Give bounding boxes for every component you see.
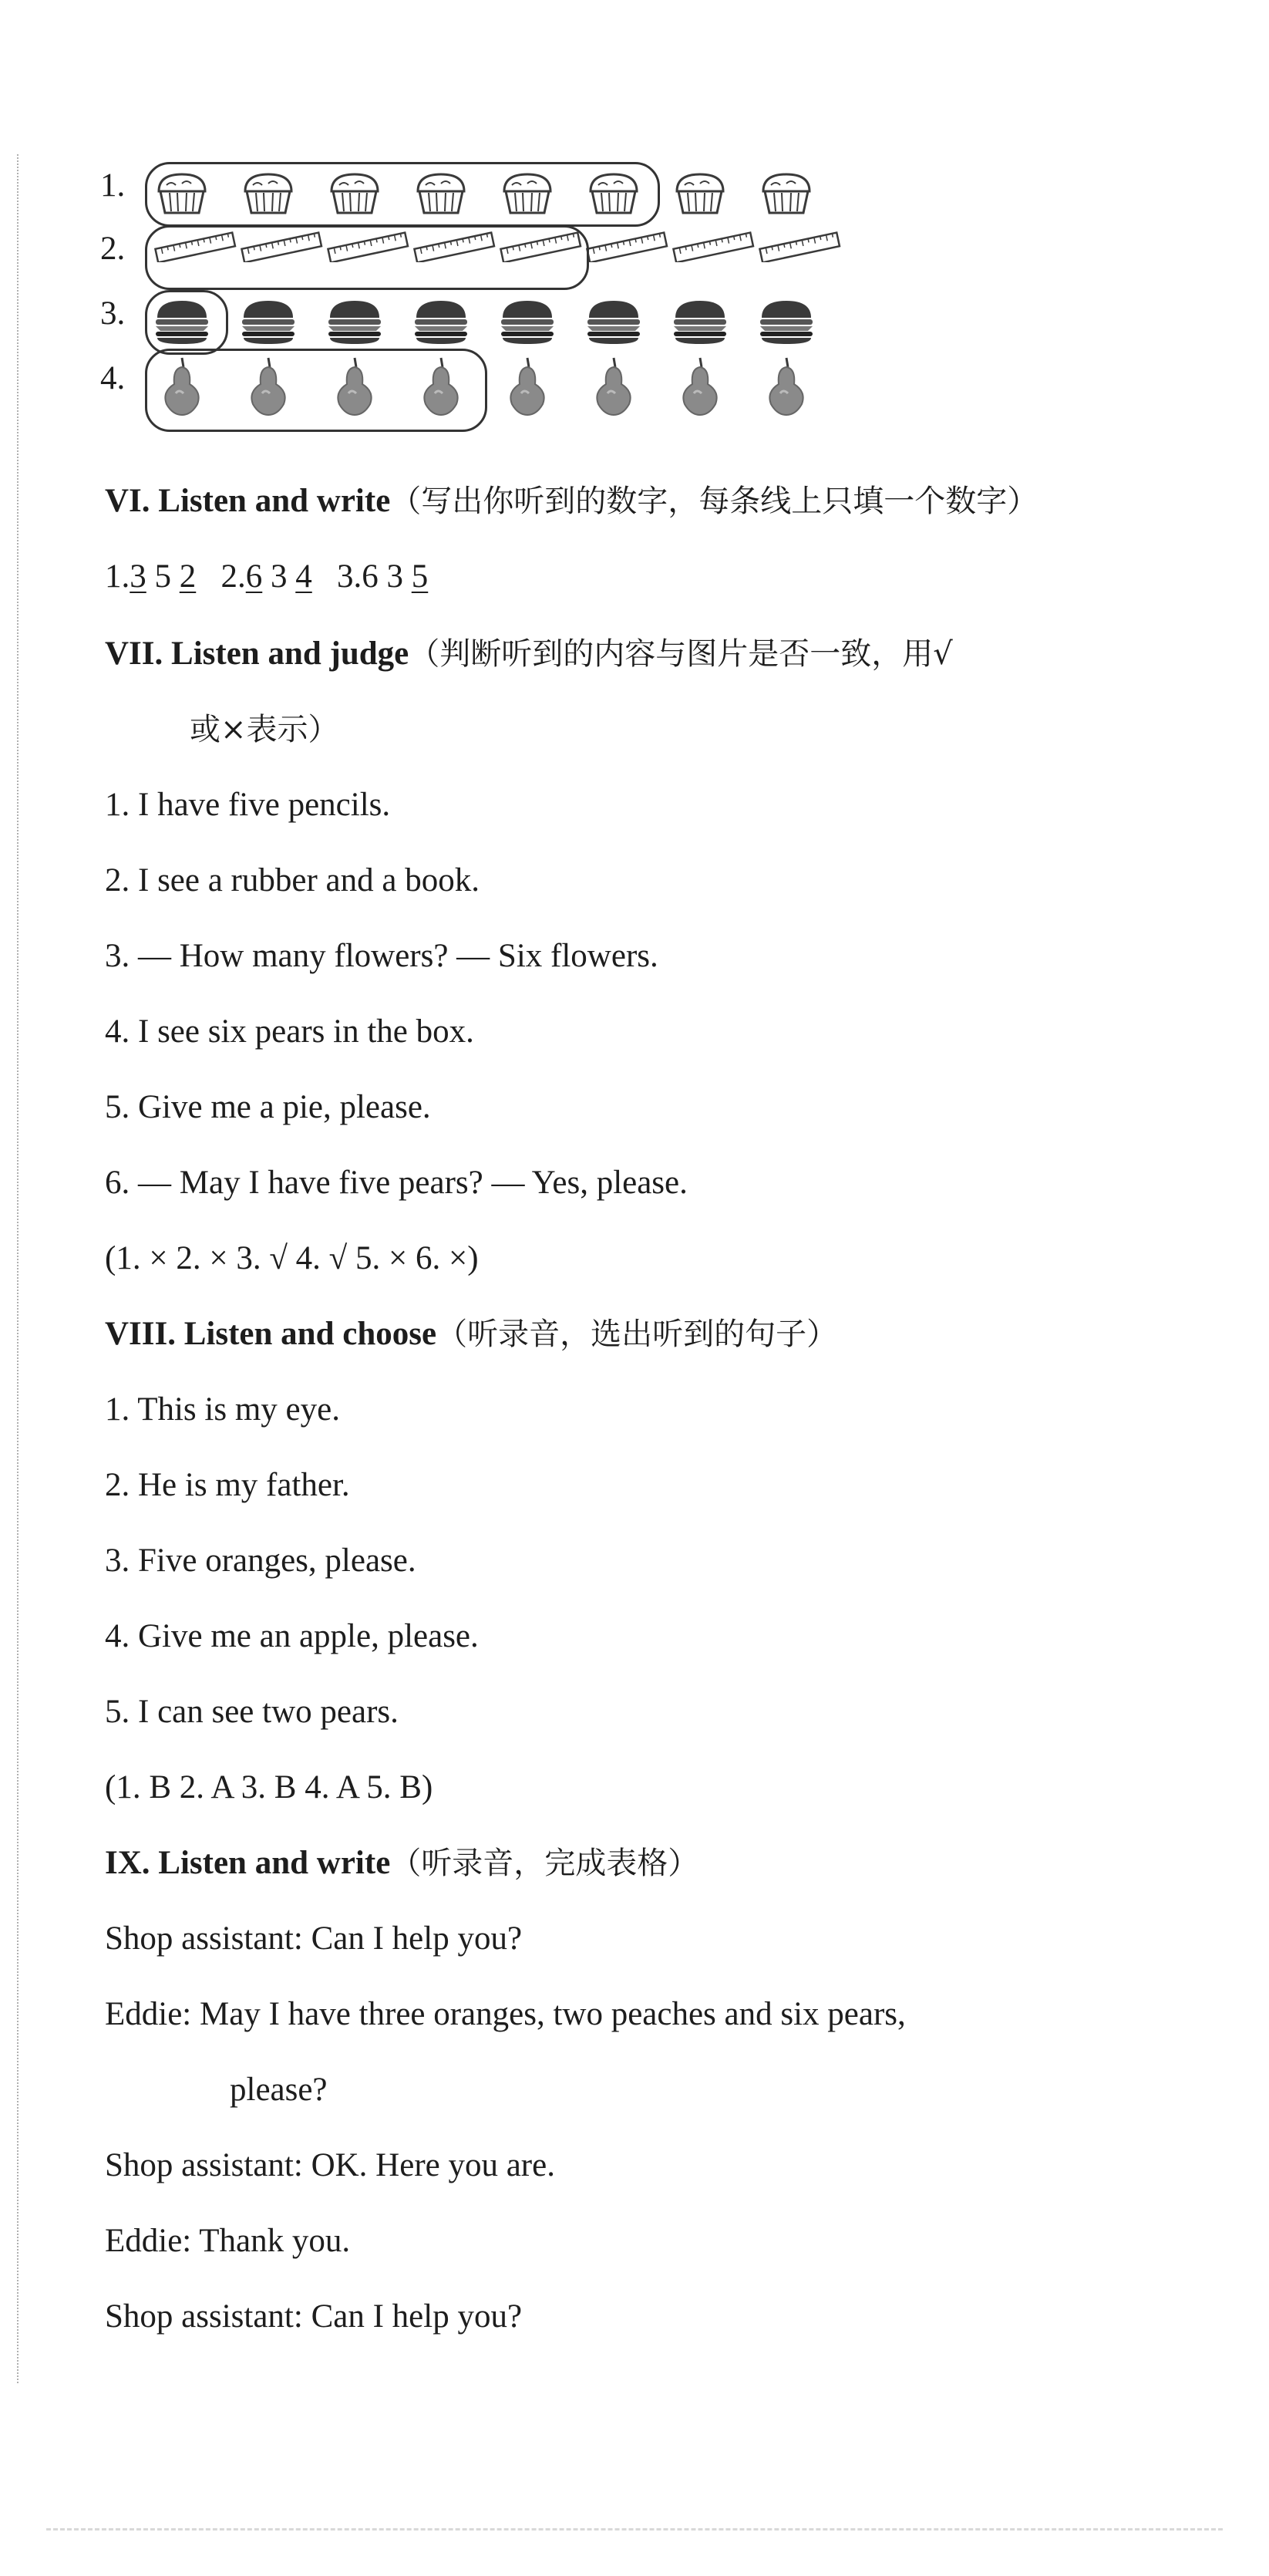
dialogue-line-5: Shop assistant: Can I help you?	[105, 2298, 523, 2335]
answer-3-digits: 6 3	[362, 558, 403, 595]
section-viii-answers: (1. B 2. A 3. B 4. A 5. B)	[105, 1769, 433, 1806]
section-viii-line-3: 3. Five oranges, please.	[105, 1543, 416, 1579]
cupcake-icon	[671, 168, 729, 217]
section-viii-heading	[105, 1317, 837, 1350]
section-vii-title: VII. Listen and judge	[105, 636, 409, 672]
answer-3-digit-c: 5	[411, 558, 429, 595]
answer-2-digit-b: 3	[271, 558, 288, 595]
picture-row-number: 1.	[100, 167, 126, 204]
section-viii-instruction: （听录音，选出听到的句子）	[436, 1317, 838, 1352]
cupcake-icon	[757, 168, 816, 217]
dialogue-line-4: Eddie: Thank you.	[105, 2223, 351, 2259]
section-vii-answers: (1. × 2. × 3. √ 4. √ 5. × 6. ×)	[105, 1240, 479, 1276]
picture-row-2	[100, 224, 871, 293]
section-vi-title: VI. Listen and write	[105, 483, 391, 519]
ruler-icon	[584, 231, 669, 281]
picture-row-1	[100, 160, 871, 230]
circled-group	[145, 349, 487, 432]
section-vii-instruction: （判断听到的内容与图片是否一致，用√	[409, 636, 953, 672]
section-ix-heading	[105, 1846, 698, 1880]
section-viii-line-1: 1. This is my eye.	[105, 1391, 340, 1428]
pear-icon	[498, 355, 557, 404]
binding-margin-line	[17, 154, 19, 2383]
answer-1-number: 1.	[105, 558, 130, 595]
section-vii-instruction-cont	[190, 713, 339, 746]
section-viii-line-2: 2. He is my father.	[105, 1467, 350, 1503]
section-vii-heading	[105, 637, 953, 670]
hamburger-icon	[671, 296, 729, 346]
section-viii-title: VIII. Listen and choose	[105, 1316, 437, 1352]
answer-2-digit-a: 6	[245, 558, 263, 595]
answer-1-digit-a: 3	[130, 558, 146, 595]
circled-group	[145, 162, 660, 227]
pear-icon	[757, 355, 816, 404]
hamburger-icon	[757, 296, 816, 346]
ruler-icon	[671, 231, 756, 281]
section-ix-instruction: （听录音，完成表格）	[390, 1846, 699, 1881]
section-vi-answers	[105, 560, 428, 593]
section-vii-instruction-2: 或×表示）	[190, 712, 339, 747]
answer-3-number: 3.	[337, 558, 362, 595]
picture-row-3	[100, 288, 871, 358]
picture-row-number: 4.	[100, 360, 126, 396]
section-vii-line-1: 1. I have five pencils.	[105, 787, 391, 823]
section-viii-line-5: 5. I can see two pears.	[105, 1694, 399, 1730]
answer-1-digit-b: 5	[154, 558, 171, 595]
dialogue-line-2-cont: please?	[230, 2072, 328, 2108]
hamburger-icon	[412, 296, 470, 346]
picture-row-number: 3.	[100, 295, 126, 332]
pear-icon	[671, 355, 729, 404]
answer-2-number: 2.	[220, 558, 246, 595]
answer-1-digit-c: 2	[179, 558, 197, 595]
hamburger-icon	[498, 296, 557, 346]
section-vii-line-5: 5. Give me a pie, please.	[105, 1089, 431, 1125]
page-bottom-trim	[46, 2528, 1223, 2535]
ruler-icon	[757, 231, 842, 281]
picture-row-4	[100, 353, 871, 423]
section-vii-line-3: 3. — How many flowers? — Six flowers.	[105, 938, 658, 974]
pear-icon	[584, 355, 643, 404]
section-vi-heading	[105, 484, 1038, 518]
hamburger-icon	[584, 296, 643, 346]
section-vi-instruction: （写出你听到的数字，每条线上只填一个数字）	[390, 484, 1038, 519]
section-vii-line-6: 6. — May I have five pears? — Yes, please.	[105, 1165, 688, 1201]
dialogue-line-1: Shop assistant: Can I help you?	[105, 1920, 523, 1957]
dialogue-line-3: Shop assistant: OK. Here you are.	[105, 2147, 555, 2183]
hamburger-icon	[325, 296, 384, 346]
section-vii-line-2: 2. I see a rubber and a book.	[105, 862, 480, 899]
answer-2-digit-c: 4	[295, 558, 312, 595]
picture-row-number: 2.	[100, 231, 126, 267]
circled-group	[145, 225, 589, 290]
section-ix-title: IX. Listen and write	[105, 1845, 391, 1881]
hamburger-icon	[239, 296, 298, 346]
dialogue-line-2: Eddie: May I have three oranges, two peaches and six pears,	[105, 1996, 906, 2032]
circled-group	[145, 290, 228, 355]
section-vii-line-4: 4. I see six pears in the box.	[105, 1013, 474, 1050]
section-viii-line-4: 4. Give me an apple, please.	[105, 1618, 479, 1654]
